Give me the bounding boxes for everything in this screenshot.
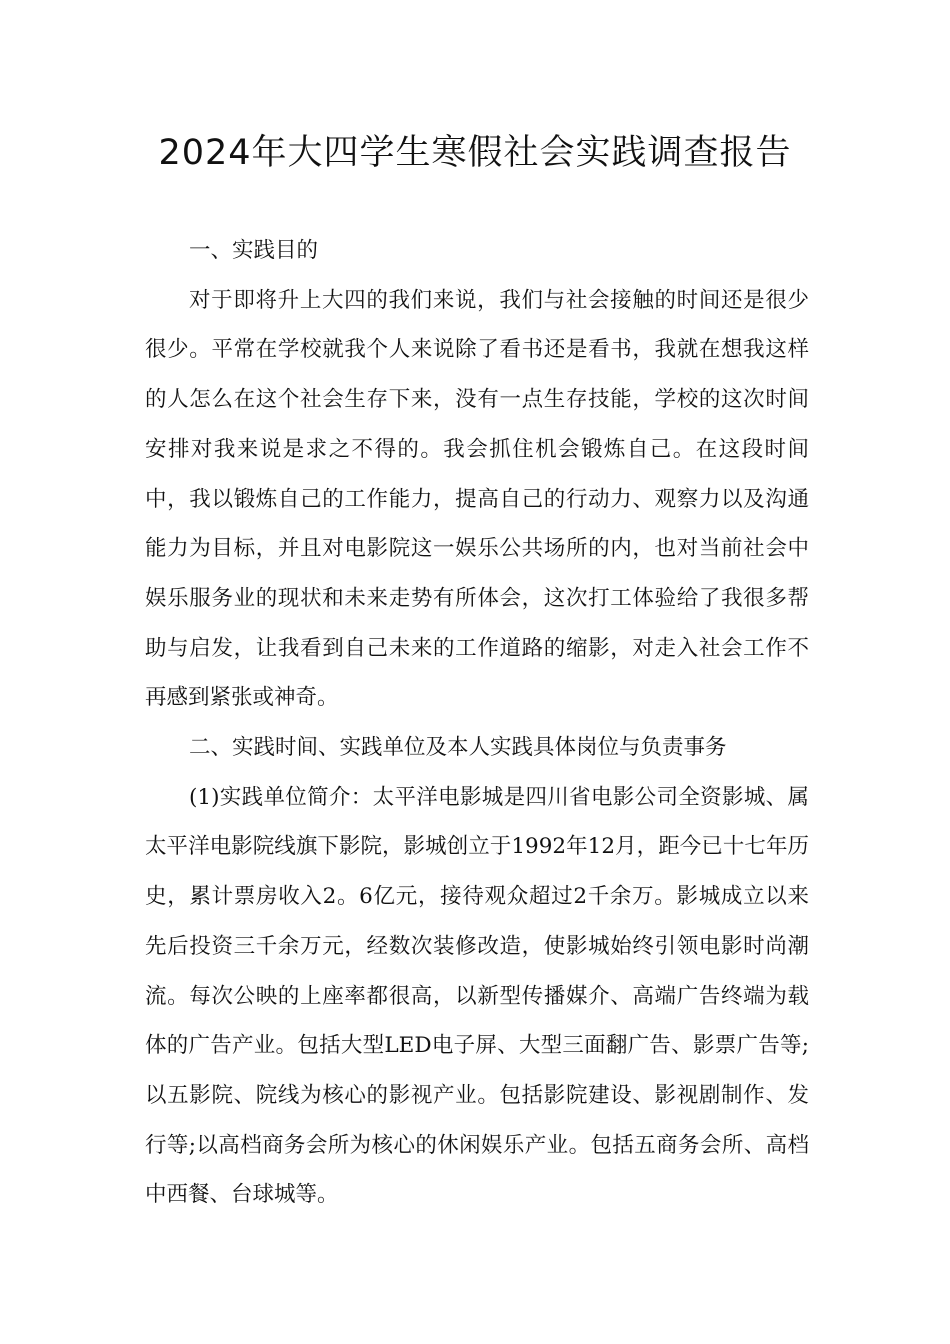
paragraph-purpose: 对于即将升上大四的我们来说，我们与社会接触的时间还是很少很少。平常在学校就我个人来说除了看书还是看书，我就在想我这样的人怎么在这个社会生存下来，没有一点生存技能，学校的这次时间安排对我来说是求之不得的。我会抓住机会锻炼自己。在这段时间中，我以锻炼自己的工作能力，提高自己的行动力、观察力以及沟通能力为目标，并且对电影院这一娱乐公共场所的内，也对当前社会中娱乐服务业的现状和未来走势有所体会，这次打工体验给了我很多帮助与启发，让我看到自己未来的工作道路的缩影，对走入社会工作不再感到紧张或神奇。 (145, 287, 809, 711)
document-title: 2024年大四学生寒假社会实践调查报告 (158, 133, 792, 173)
section-heading-purpose: 一、实践目的 (189, 238, 319, 263)
paragraph-unit-intro: (1)实践单位简介：太平洋电影城是四川省电影公司全资影城、属太平洋电影院线旗下影院，影城创立于1992年12月，距今已十七年历史，累计票房收入2。6亿元，接待观众超过2千余万。影城成立以来先后投资三千余万元，经数次装修改造，使影城始终引领电影时尚潮流。每次公映的上座率都很高，以新型传播媒介、高端广告终端为载体的广告产业。包括大型LED电子屏、大型三面翻广告、影票广告等;以五影院、院线为核心的影视产业。包括影院建设、影视剧制作、发行等;以高档商务会所为核心的休闲娱乐产业。包括五商务会所、高档中西餐、台球城等。 (145, 784, 809, 1208)
section-heading-practice: 二、实践时间、实践单位及本人实践具体岗位与负责事务 (189, 735, 727, 761)
document-body (145, 226, 809, 1220)
